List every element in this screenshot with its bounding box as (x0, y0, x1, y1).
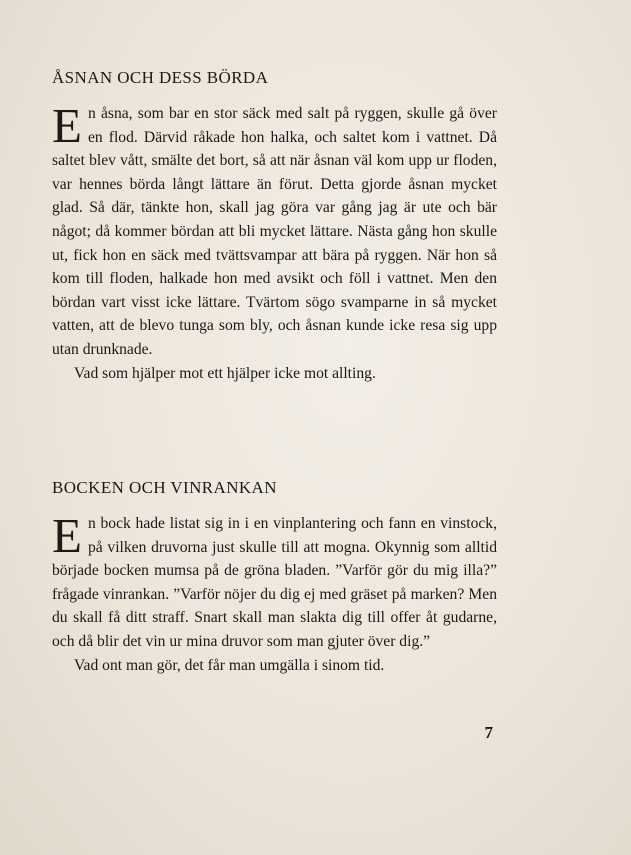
drop-cap: E (52, 508, 82, 563)
story-body (52, 98, 497, 362)
story-asnan (52, 68, 497, 385)
story-moral: Vad som hjälper mot ett hjälper icke mot allting. (74, 364, 376, 382)
story-text: n åsna, som bar en stor säck med salt på ryggen, skulle gå över en flod. Därvid råkade hon halka, och saltet kom i vattnet. Då saltet blev vått, smälte det bort, så att när åsnan väl kom upp ur floden, var hennes börda långt lättare än förut. Detta gjorde åsnan mycket glad. Så där, tänkte hon, skall jag göra var gång jag är ute och bär något; då kommer bördan att bli mycket lättare. Nästa gång hon skulle ut, fick hon en säck med tvättsvampar att bära på ryggen. När hon så kom till floden, halkade hon med avsikt och föll i vattnet. Men den bördan vart visst icke lättare. Tvärtom sögo svamparne in så mycket vatten, att de blevo tunga som bly, och åsnan kunde icke resa sig upp utan drunknade. (52, 105, 497, 358)
story-title: ÅSNAN OCH DESS BÖRDA (52, 68, 269, 87)
story-text: n bock hade listat sig in i en vinplantering och fann en vinstock, på vilken druvorna just skulle till att mogna. Okynnig som alltid började bocken mumsa på de gröna bladen. ”Varför gör du mig illa?” frågade vinrankan. ”Varför nöjer du dig ej med gräset på marken? Men du skall få ditt straff. Snart skall man slakta dig till offer åt gudarne, och då blir det vin ur mina druvor som man gjuter över dig.” (52, 515, 497, 650)
story-bocken (52, 478, 497, 677)
story-moral: Vad ont man gör, det får man umgälla i sinom tid. (74, 656, 385, 674)
drop-cap: E (52, 98, 82, 153)
page-number: 7 (484, 723, 493, 742)
story-title: BOCKEN OCH VINRANKAN (52, 478, 277, 497)
story-body (52, 508, 497, 654)
